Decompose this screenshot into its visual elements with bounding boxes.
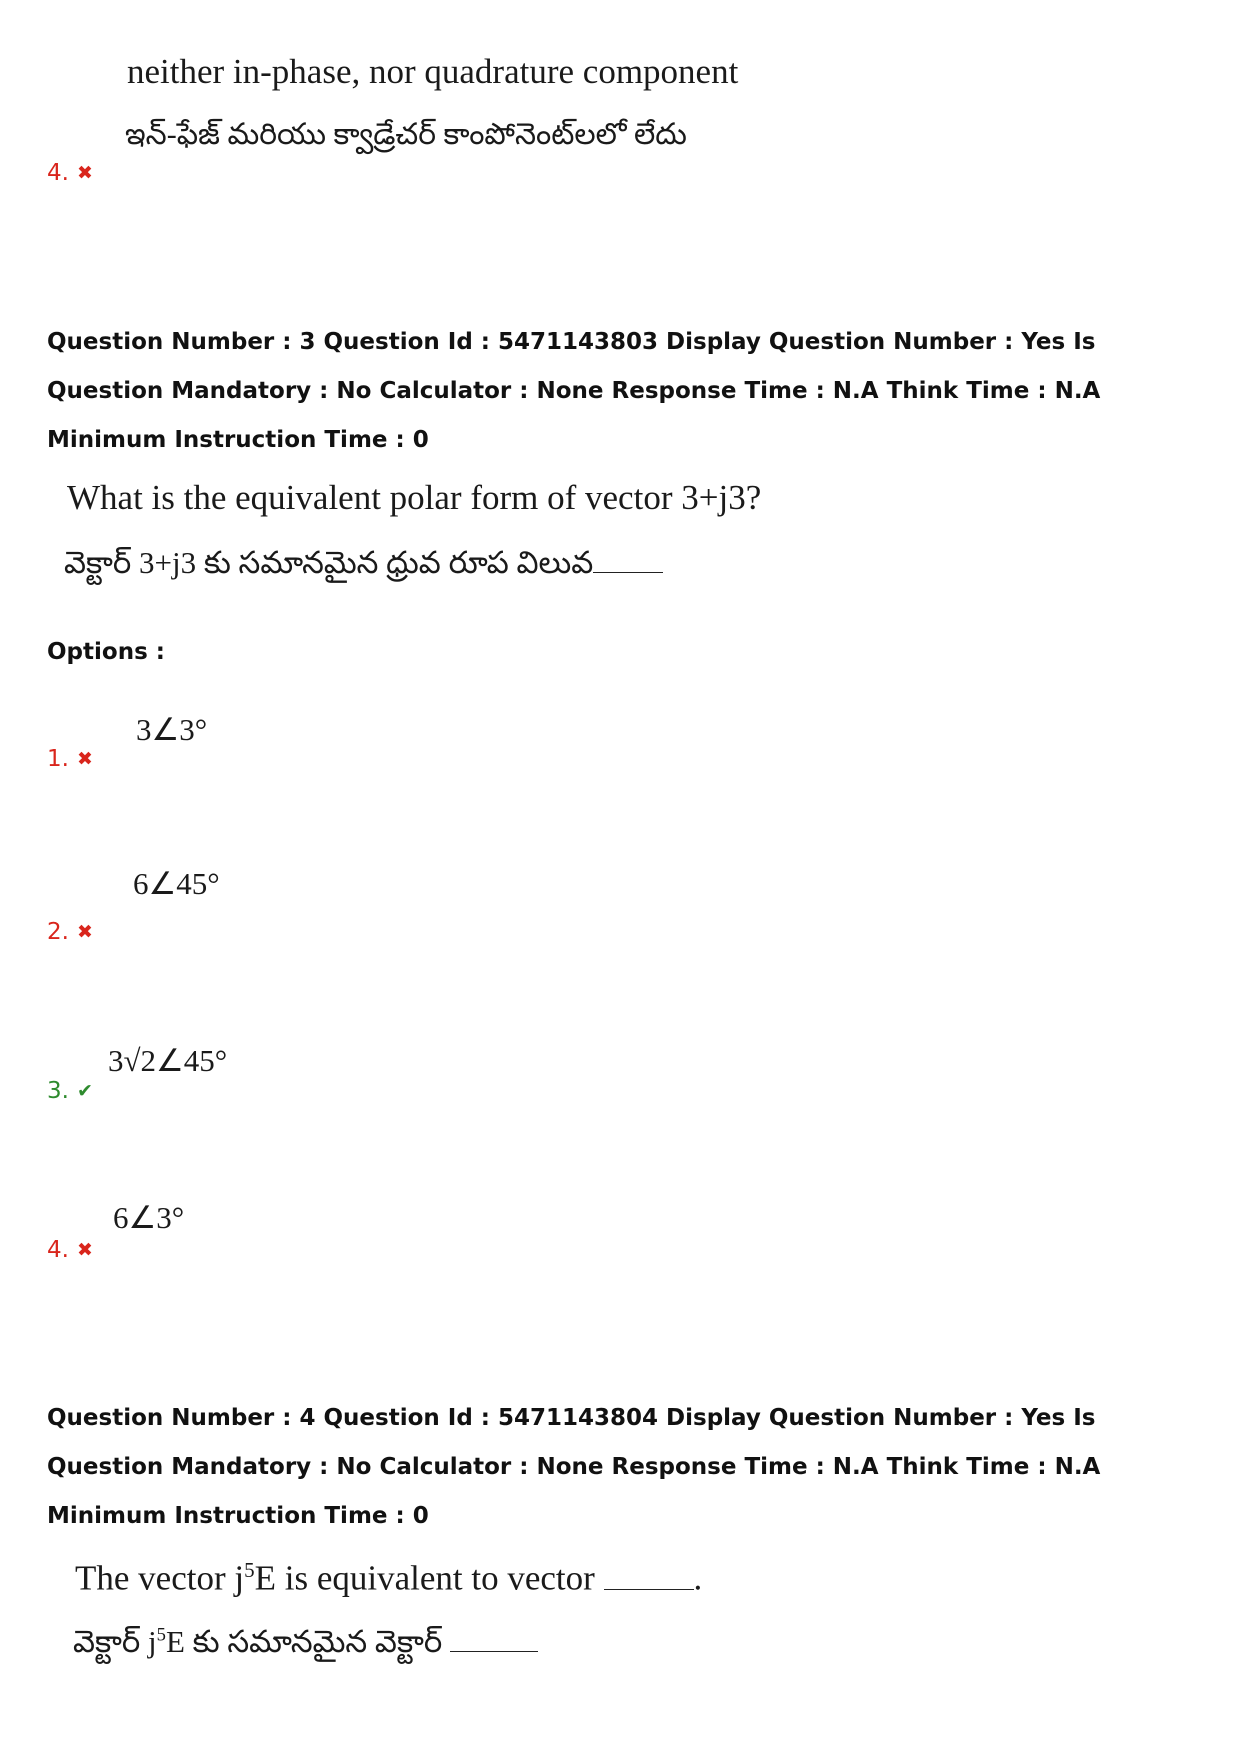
option-3-number: [47, 1078, 93, 1104]
cross-icon: ✖: [76, 748, 93, 770]
option-number-label: 4.: [47, 1237, 69, 1263]
answer-blank: [593, 572, 663, 573]
q4-telugu-after: E కు సమానమైన వెక్టార్: [165, 1624, 443, 1659]
answer-blank: [450, 1651, 538, 1652]
option-4-number: [47, 1237, 93, 1263]
option-4-value: 6∠3°: [113, 1200, 185, 1235]
q4-exponent: 5: [244, 1558, 255, 1582]
question-3-telugu: [64, 545, 663, 588]
option-1-number: [47, 746, 93, 772]
cross-icon: ✖: [76, 162, 93, 184]
cross-icon: ✖: [76, 1239, 93, 1261]
question-3-telugu-text: వెక్టార్ 3+j3 కు సమానమైన ధ్రువ రూప విలువ: [64, 545, 594, 580]
q4-english-after: E is equivalent to vector: [254, 1558, 595, 1598]
question-3-english: What is the equivalent polar form of vector 3+j3?: [67, 478, 762, 517]
answer-blank: [604, 1589, 694, 1590]
question-3-meta: Question Number : 3 Question Id : 5471143803 Display Question Number : Yes Is Question Mandatory : No Calculator : None Response Time : N.A Think Time : N.A Minimum Instruction Time : 0: [47, 329, 1101, 453]
prev-option-number: [47, 160, 93, 186]
prev-option-english: neither in-phase, nor quadrature component: [127, 52, 739, 91]
q4-telugu-before: వెక్టార్ j: [73, 1624, 157, 1659]
q4-telugu-exponent: 5: [156, 1624, 166, 1646]
option-number-label: 4.: [47, 160, 69, 186]
option-number-label: 2.: [47, 919, 69, 945]
q4-english-before: The vector j: [75, 1558, 245, 1598]
question-4-telugu: [73, 1624, 538, 1667]
option-3-value: 3√2∠45°: [108, 1043, 228, 1078]
question-4-english: [75, 1558, 702, 1599]
cross-icon: ✖: [76, 921, 93, 943]
option-number-label: 1.: [47, 746, 69, 772]
options-label: Options :: [47, 639, 165, 665]
option-2-number: [47, 919, 93, 945]
prev-option-telugu: ఇన్-ఫేజ్ మరియు క్వాడ్రేచర్ కాంపోనెంట్‌లలో లేదు: [125, 118, 687, 151]
question-4-meta: Question Number : 4 Question Id : 5471143804 Display Question Number : Yes Is Question Mandatory : No Calculator : None Response Time : N.A Think Time : N.A Minimum Instruction Time : 0: [47, 1405, 1101, 1529]
option-1-value: 3∠3°: [136, 712, 208, 747]
option-2-value: 6∠45°: [133, 866, 220, 901]
q4-english-end: .: [693, 1558, 703, 1598]
option-number-label: 3.: [47, 1078, 69, 1104]
check-icon: ✔: [76, 1080, 93, 1102]
